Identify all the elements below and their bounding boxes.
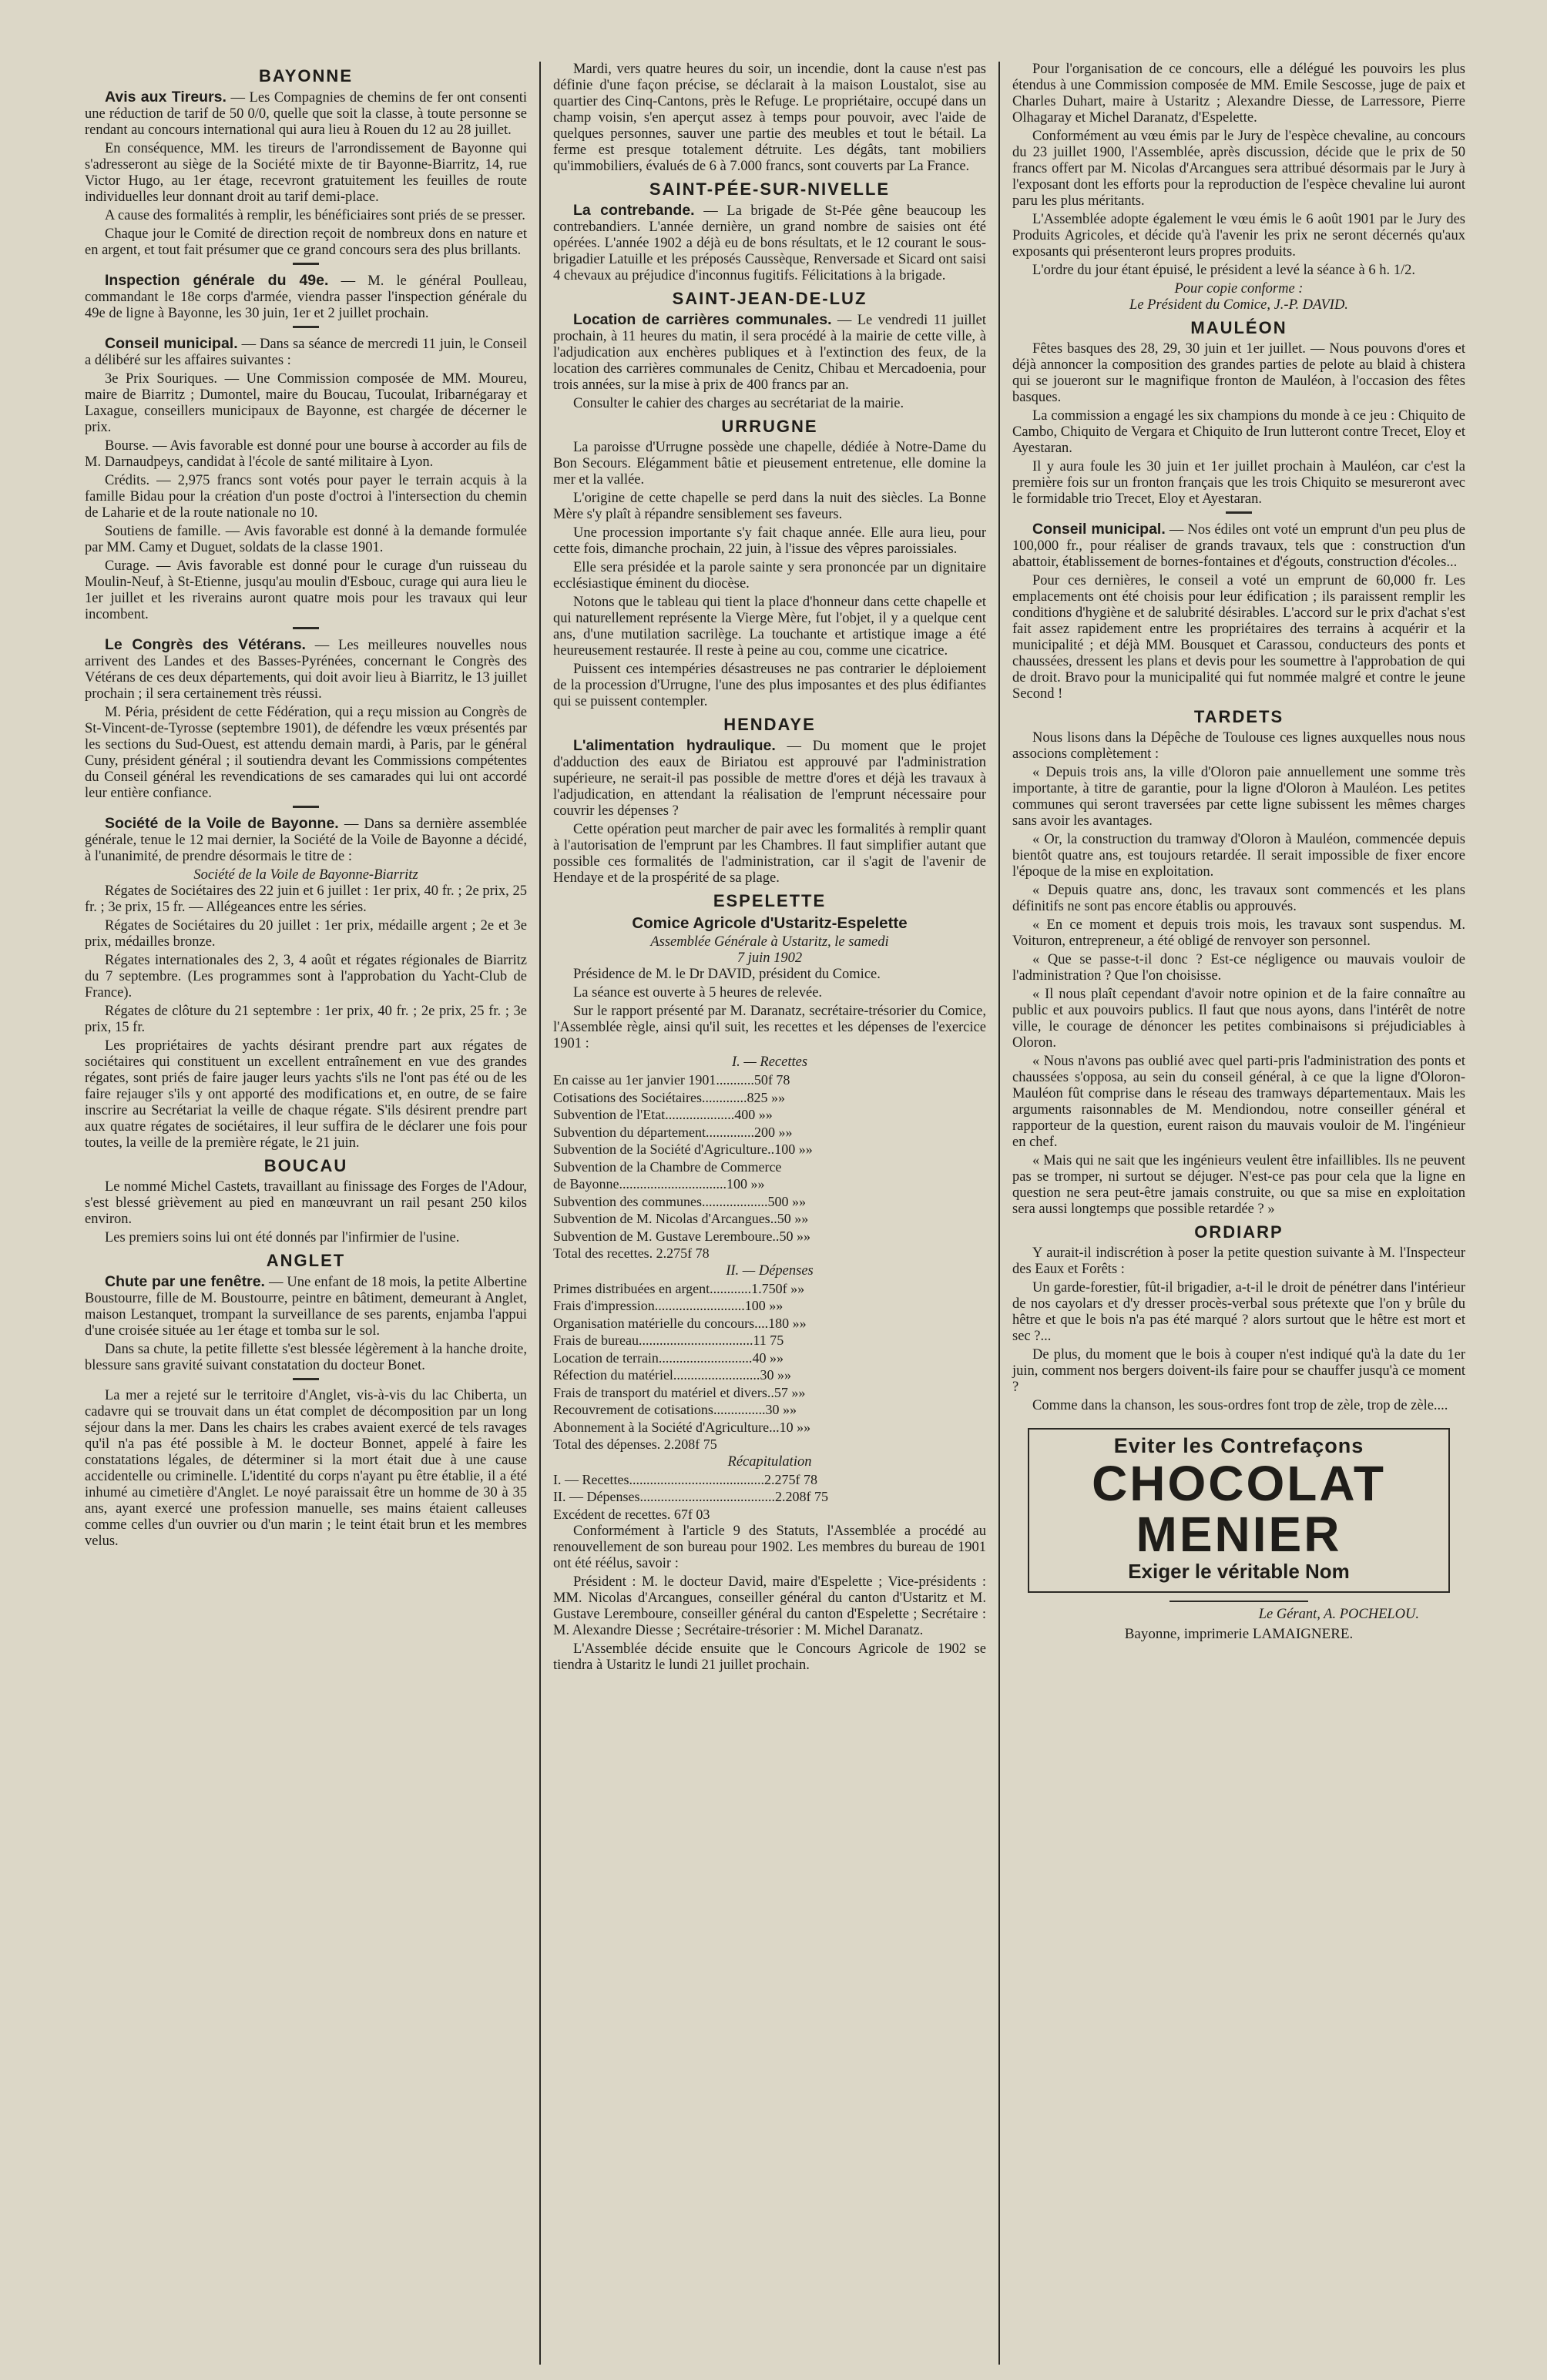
article-title: Le Congrès des Vétérans. xyxy=(105,636,306,653)
article-paragraph xyxy=(553,491,986,523)
article-paragraph xyxy=(553,738,986,820)
paragraph-text: — Le vendredi 11 juillet prochain, à 11 heures du matin, il sera procédé à la mairie de cette ville, à l'adjudication aux enchères publiques et à l'extinction des feux, de la location des carrières communales de Cenitz, Chibau et Mercadoenia, pour trois années, sur la mise à prix de 400 francs par an. xyxy=(553,313,986,393)
paragraph-text: 3e Prix Souriques. — Une Commission composée de MM. Moureu, maire de Biarritz ; Dumontel, maire du Boucau, Tucoulat, Iribarnégaray et Laxague, conseillers municipaux de Bayonne, est chargée de décerner le prix. xyxy=(85,371,527,435)
ledger-label: Cotisations des Sociétaires............. xyxy=(553,1089,747,1105)
ledger-label: En caisse au 1er janvier 1901........... xyxy=(553,1072,754,1088)
article-paragraph xyxy=(1012,341,1465,406)
article-paragraph xyxy=(85,208,527,224)
ledger-amount: 100 »» xyxy=(726,1176,765,1192)
article-paragraph xyxy=(553,1004,986,1052)
article-paragraph xyxy=(85,89,527,139)
ledger-amount: 825 »» xyxy=(747,1089,785,1105)
ledger-amount: 180 »» xyxy=(768,1315,807,1331)
paragraph-text: Nous lisons dans la Dépêche de Toulouse ces lignes auxquelles nous nous associons complètement : xyxy=(1012,730,1465,762)
ledger-label: Subvention du département.............. xyxy=(553,1124,754,1140)
paragraph-text: Consulter le cahier des charges au secrétariat de la mairie. xyxy=(573,396,904,411)
paragraph-text: Crédits. — 2,975 francs sont votés pour payer le terrain acquis à la famille Bidau pour la création d'un poste d'octroi à l'intersection du chemin de Laharie et de la route nationale no 10. xyxy=(85,473,527,521)
centered-line: Société de la Voile de Bayonne-Biarritz xyxy=(193,867,418,883)
ledger-amount: 30 »» xyxy=(765,1402,797,1417)
article-paragraph xyxy=(553,1641,986,1674)
article-paragraph xyxy=(85,816,527,865)
paragraph-text: L'ordre du jour étant épuisé, le président a levé la séance à 6 h. 1/2. xyxy=(1032,263,1415,278)
paragraph-text: Le nommé Michel Castets, travaillant au finissage des Forges de l'Adour, s'est blessé grièvement au pied en manœuvrant un rail pesant 250 kilos environ. xyxy=(85,1179,527,1227)
article-title: Conseil municipal. xyxy=(1032,521,1166,538)
paragraph-text: Mardi, vers quatre heures du soir, un incendie, dont la cause n'est pas définie d'une façon précise, se déclarait à la maison Loustalot, sise au quartier des Cinq-Cantons, près le Refuge. Le propriétaire, occupé dans un champ voisin, s'en aperçut assez à temps pour pouvoir, avec l'aide de quelques personnes, sauver une partie des meubles et tout le bétail. La ferme est presque totalement détruite. Les dégâts, tant mobiliers qu'immobiliers, évalués de 6 à 7.000 francs, sont couverts par La France. xyxy=(553,62,986,174)
article-title: Inspection générale du 49e. xyxy=(105,272,329,289)
paragraph-text: Une procession importante s'y fait chaque année. Elle aura lieu, pour cette fois, dimanche prochain, 22 juin, à l'issue des vêpres paroissiales. xyxy=(553,525,986,557)
paragraph-text: A cause des formalités à remplir, les bénéficiaires sont priés de se presser. xyxy=(105,208,525,223)
section-heading: SAINT-JEAN-DE-LUZ xyxy=(672,289,867,308)
ledger-label: Frais de transport du matériel et divers.. xyxy=(553,1384,774,1400)
ledger-label: Subvention des communes................... xyxy=(553,1193,768,1209)
ledger-label: Réfection du matériel......................... xyxy=(553,1367,760,1383)
section-heading: ORDIARP xyxy=(1194,1222,1284,1242)
paragraph-text: « Depuis trois ans, la ville d'Oloron paie annuellement une somme très importante, à titre de garantie, pour la ligne d'Oloron à Mauléon. Les petites communes qui seront traversées par cette ligne subissent les mêmes charges sans avoir les avantages. xyxy=(1012,765,1465,829)
section-heading: BOUCAU xyxy=(263,1156,348,1175)
centered-line: II. — Dépenses xyxy=(726,1262,814,1279)
paragraph-text: Président : M. le docteur David, maire d'Espelette ; Vice-présidents : MM. Nicolas d'Arcangues, conseiller général du canton d'Ustaritz et M. Gustave Leremboure, conseiller général du canton d'Espelette ; Secrétaire : M. Alexandre Diesse ; Secrétaire-trésorier : M. Michel Daranatz. xyxy=(553,1574,986,1638)
article-paragraph xyxy=(85,141,527,206)
ledger-row xyxy=(553,1316,986,1332)
ledger-row xyxy=(553,1385,986,1401)
ledger-amount: 57 »» xyxy=(774,1384,806,1400)
paragraph-text: Pour l'organisation de ce concours, elle a délégué les pouvoirs les plus étendus à une Commission composée de MM. Emile Sescosse, juge de paix et Charles Duhart, maire à Ustaritz ; Alexandre Diesse, de Larressore, Pierre Olhagaray et Michel Daranatz, d'Espelette. xyxy=(1012,62,1465,126)
section-heading: URRUGNE xyxy=(721,417,818,436)
paragraph-text: Conformément à l'article 9 des Statuts, l'Assemblée a procédé au renouvellement de son bureau pour 1902. Les membres du bureau de 1901 ont été réélus, savoir : xyxy=(553,1524,986,1571)
ledger-amount: 2.275f 78 xyxy=(763,1471,817,1487)
ledger-row xyxy=(553,1420,986,1436)
article-title: Société de la Voile de Bayonne. xyxy=(105,815,339,832)
article-paragraph xyxy=(1012,832,1465,880)
paragraph-text: « En ce moment et depuis trois mois, les travaux sont suspendus. M. Voituron, entrepreneur, a été obligé de renvoyer son personnel. xyxy=(1012,917,1465,949)
paragraph-text: Pour ces dernières, le conseil a voté un emprunt de 60,000 fr. Les emplacements ont été choisis pour leur édification ; ils paraissent remplir les conditions d'hygiène et de salubrité désirables. L'accord sur le prix d'achat s'est fait assez rapidement entre les propriétaires des terrains à acquérir et la municipalité ; et déjà MM. Bousquet et Carassou, conducteurs des ponts et chaussées, dressent les plans et devis pour les soumettre à l'approbation de qui de droit. Bravo pour la municipalité qui fut nommée malgré et contre le jeune Second ! xyxy=(1012,573,1465,702)
article-paragraph xyxy=(85,1342,527,1374)
ad-line-3: Exiger le véritable Nom xyxy=(1128,1560,1350,1583)
article-paragraph xyxy=(1012,573,1465,702)
ledger-amount: 500 »» xyxy=(767,1193,806,1209)
paragraph-text: « Or, la construction du tramway d'Oloron à Mauléon, commencée depuis bientôt quatre ans, est toujours retardée. Il serait impossible de fixer encore l'époque de la mise en exploitation. xyxy=(1012,832,1465,880)
paragraph-text: Un garde-forestier, fût-il brigadier, a-t-il le droit de pénétrer dans l'intérieur de nos cayolars et d'y dresser procès-verbal sous prétexte que l'on y brûle du hêtre et que le bois n'a pas été marqué ? alors surtout que le hêtre est mort et sec ?... xyxy=(1012,1280,1465,1344)
centered-line: Pour copie conforme : xyxy=(1174,281,1304,297)
paragraph-text: Notons que le tableau qui tient la place d'honneur dans cette chapelle et qui naturellement représente la Vierge Mère, fut l'objet, il y a quelque cent ans, d'une mutilation sacrilège. La touchante et artistique image a été heureusement restaurée. Il reste à peine au cou, comme une cicatrice. xyxy=(553,595,986,659)
centered-line: Récapitulation xyxy=(727,1453,812,1470)
paragraph-text: — Dans sa séance de mercredi 11 juin, le Conseil a délibéré sur les affaires suivantes : xyxy=(85,337,527,368)
paragraph-text: Bourse. — Avis favorable est donné pour une bourse à accorder au fils de M. Darnaudpeys, candidat à l'école de santé militaire à Lyon. xyxy=(85,438,527,470)
article-paragraph xyxy=(1012,1153,1465,1218)
paragraph-text: Régates de Sociétaires des 22 juin et 6 juillet : 1er prix, 40 fr. ; 2e prix, 25 fr. ; 3e prix, 15 fr. — Allégeances entre les séries. xyxy=(85,883,527,915)
article-paragraph xyxy=(1012,212,1465,260)
article-paragraph xyxy=(553,1524,986,1572)
paragraph-text: Régates de Sociétaires du 20 juillet : 1er prix, médaille argent ; 2e et 3e prix, médailles bronze. xyxy=(85,918,527,950)
section-heading: ESPELETTE xyxy=(713,891,827,910)
paragraph-text: L'origine de cette chapelle se perd dans la nuit des siècles. La Bonne Mère s'y plaît à répandre sensiblement ses faveurs. xyxy=(553,491,986,522)
paragraph-text: — Du moment que le projet d'adduction des eaux de Biriatou est approuvé par l'administration supérieure, ne serait-il pas possible de mettre d'ores et déjà les travaux à l'adjudication, en attendant la réalisation de l'emprunt nécessaire pour couvrir les dépenses ? xyxy=(553,739,986,819)
paragraph-text: Présidence de M. le Dr DAVID, président du Comice. xyxy=(573,967,881,982)
article-paragraph xyxy=(1012,1280,1465,1345)
paragraph-text: Conformément au vœu émis par le Jury de l'espèce chevaline, au concours du 23 juillet 1900, l'Assemblée, après discussion, décide que le prix de 50 francs offert par M. Nicolas d'Arcangues sera attribué désormais par le Jury à l'exposant dont les efforts pour la reproduction de l'espèce chevaline lui auront paru les plus méritants. xyxy=(1012,129,1465,209)
ledger-amount: 100 »» xyxy=(744,1298,784,1313)
article-paragraph xyxy=(1012,459,1465,508)
paragraph-text: L'Assemblée décide ensuite que le Concours Agricole de 1902 se tiendra à Ustaritz le lundi 21 juillet prochain. xyxy=(553,1641,986,1673)
separator-rule xyxy=(293,1378,319,1380)
article-paragraph xyxy=(553,967,986,983)
printer-line: Bayonne, imprimerie LAMAIGNERE. xyxy=(1124,1626,1354,1642)
paragraph-text: — Nos édiles ont voté un emprunt d'un peu plus de 100,000 fr., pour réaliser de grands travaux, tels que : construction d'un abattoir, établissement de bornes-fontaines et d'égouts, construction d'écoles... xyxy=(1012,522,1465,570)
paragraph-text: — M. le général Poulleau, commandant le 18e corps d'armée, viendra passer l'inspection générale du 49e de ligne à Bayonne, les 30 juin, 1er et 2 juillet prochain. xyxy=(85,273,528,321)
ledger-label: Subvention de la Chambre de Commerce xyxy=(553,1158,782,1175)
ledger-row xyxy=(553,1489,986,1505)
paragraph-text: Elle sera présidée et la parole sainte y sera prononcée par un dignitaire ecclésiastique éminent du diocèse. xyxy=(553,560,986,592)
paragraph-text: La commission a engagé les six champions du monde à ce jeu : Chiquito de Cambo, Chiquito de Vergara et Chiquito de Irun lutteront contre Trecet, Eloy et Ayestaran. xyxy=(1012,408,1465,456)
article-paragraph xyxy=(1012,987,1465,1051)
article-paragraph xyxy=(85,883,527,916)
centered-line: Le Président du Comice, J.-P. DAVID. xyxy=(1129,297,1348,313)
paragraph-text: « Mais qui ne sait que les ingénieurs veulent être infaillibles. Ils ne peuvent pas se tromper, ni surtout se déjuger. N'est-ce pas pour cela que la ligne en question ne sera peut-être jamais construite, ou que sa mise en exploitation sera aussi longtemps que possible retardée ? » xyxy=(1012,1153,1465,1217)
ledger-row xyxy=(553,1107,986,1123)
section-heading: TARDETS xyxy=(1193,707,1284,726)
article-paragraph xyxy=(85,637,527,702)
ledger-label: Subvention de M. Nicolas d'Arcangues.. xyxy=(553,1211,777,1226)
article-paragraph xyxy=(85,336,527,369)
article-title: Location de carrières communales. xyxy=(573,311,832,328)
article-paragraph xyxy=(553,203,986,284)
ledger-row xyxy=(553,1298,986,1314)
article-paragraph xyxy=(553,525,986,558)
ledger-row xyxy=(553,1194,986,1210)
article-paragraph xyxy=(85,1038,527,1151)
article-paragraph xyxy=(553,985,986,1001)
separator-rule xyxy=(293,263,319,265)
ledger-label: I. — Recettes....................................... xyxy=(553,1471,764,1487)
ledger-row xyxy=(553,1332,986,1349)
article-paragraph xyxy=(85,1179,527,1228)
article-paragraph xyxy=(1012,1347,1465,1396)
ledger-total: Excédent de recettes. 67f 03 xyxy=(553,1506,710,1522)
ledger-row xyxy=(553,1350,986,1366)
paragraph-text: La paroisse d'Urrugne possède une chapelle, dédiée à Notre-Dame du Bon Secours. Elégamment bâtie et pieusement entretenue, elle domine la mer et la vallée. xyxy=(553,440,986,488)
ledger-amount: 50 »» xyxy=(779,1228,810,1244)
article-paragraph xyxy=(1012,765,1465,830)
section-heading: SAINT-PÉE-SUR-NIVELLE xyxy=(649,179,891,199)
column-2 xyxy=(539,62,998,2365)
ledger-total: Total des recettes. 2.275f 78 xyxy=(553,1245,710,1261)
column-3 xyxy=(998,62,1465,2365)
article-paragraph xyxy=(553,62,986,175)
column-3-articles xyxy=(1012,62,1465,1414)
paragraph-text: M. Péria, président de cette Fédération, qui a reçu mission au Congrès de St-Vincent-de-Tyrosse (septembre 1901), de défendre les vœux présentés par les sections du Sud-Ouest, est attendu demain mardi, à Paris, par le général Cuny, président général ; il soutiendra devant les Commissions compétentes du Conseil général les revendications de ses camarades qui lui ont accordé leur entière confiance. xyxy=(85,705,527,801)
article-paragraph xyxy=(85,1388,527,1550)
paragraph-text: Cette opération peut marcher de pair avec les formalités à remplir quant à l'autorisation de l'emprunt par les Chambres. Il faut simplifier autant que possible ces formalités de l'administration, car il s'agit de l'avenir de Hendaye et de la prospérité de sa plage. xyxy=(553,822,986,886)
article-paragraph xyxy=(85,953,527,1001)
paragraph-text: Les premiers soins lui ont été donnés par l'infirmier de l'usine. xyxy=(105,1230,460,1245)
article-paragraph xyxy=(85,1230,527,1246)
paragraph-text: Puissent ces intempéries désastreuses ne pas contrarier le déploiement de la procession d'Urrugne, l'une des plus imposantes et des plus édifiantes qui se puissent contempler. xyxy=(553,662,986,709)
ledger-label: Subvention de l'Etat.................... xyxy=(553,1107,735,1122)
ledger-total: Total des dépenses. 2.208f 75 xyxy=(553,1436,717,1452)
article-title: Conseil municipal. xyxy=(105,335,238,352)
paragraph-text: En conséquence, MM. les tireurs de l'arrondissement de Bayonne qui s'adresseront au siège de la Société mixte de tir Bayonne-Biarritz, 14, rue Victor Hugo, au 1er étage, recevront gratuitement les feuilles de route individuelles leur donnant droit au tarif demi-place. xyxy=(85,141,527,205)
paragraph-text: Il y aura foule les 30 juin et 1er juillet prochain à Mauléon, car c'est la première fois sur un fronton français que les trois Chiquito se mesureront avec le formidable trio Trecet, Eloy et Ayestaran. xyxy=(1012,459,1465,507)
paragraph-text: Dans sa chute, la petite fillette s'est blessée légèrement à la hanche droite, blessure sans gravité suivant constatation du docteur Bonet. xyxy=(85,1342,527,1373)
article-paragraph xyxy=(553,560,986,592)
article-paragraph xyxy=(1012,1398,1465,1414)
ledger-amount: 2.208f 75 xyxy=(774,1489,828,1504)
paragraph-text: Sur le rapport présenté par M. Daranatz, secrétaire-trésorier du Comice, l'Assemblée règle, ainsi qu'il suit, les recettes et les dépenses de l'exercice 1901 : xyxy=(553,1004,986,1051)
article-paragraph xyxy=(1012,730,1465,763)
article-paragraph xyxy=(1012,952,1465,984)
paragraph-text: Soutiens de famille. — Avis favorable est donné à la demande formulée par MM. Camy et Duguet, soldats de la classe 1901. xyxy=(85,524,527,555)
article-paragraph xyxy=(1012,883,1465,915)
centered-line: Assemblée Générale à Ustaritz, le samedi xyxy=(650,934,889,950)
article-paragraph xyxy=(1012,917,1465,950)
article-paragraph xyxy=(553,312,986,394)
ledger-label: Frais d'impression.......................... xyxy=(553,1298,745,1313)
paragraph-text: Les propriétaires de yachts désirant prendre part aux régates de sociétaires qui constituent un excellent entraînement en vue des grandes régates, sont priés de faire jauger leurs yachts s'ils ne l'ont pas été ou de les faire rejauger s'ils y ont apporté des modifications et, en outre, de se faire inscrire au Secrétariat la veille de chaque régate. S'ils désirent prendre part aux quatre régates de sociétaires, il leur suffira de le déclarer une fois pour toutes, la veille de la première régate, le 21 juin. xyxy=(85,1038,527,1151)
separator-rule xyxy=(293,806,319,808)
separator-rule xyxy=(293,326,319,328)
paragraph-text: L'Assemblée adopte également le vœu émis le 6 août 1901 par le Jury des Produits Agricoles, et décide qu'à l'avenir les prix ne seront décernés qu'aux exposants qui présenteront leurs propres produits. xyxy=(1012,212,1465,260)
ledger-row xyxy=(553,1402,986,1418)
ledger-amount: 30 »» xyxy=(760,1367,791,1383)
article-paragraph xyxy=(553,396,986,412)
paragraph-text: Fêtes basques des 28, 29, 30 juin et 1er juillet. — Nous pouvons d'ores et déjà annoncer la composition des grandes parties de pelote au blaid à chistera qui se joueront sur le magnifique fronton de Mauléon, à l'occasion des fêtes basques. xyxy=(1012,341,1465,405)
ledger-label: Frais de bureau................................. xyxy=(553,1332,753,1348)
article-heading: Comice Agricole d'Ustaritz-Espelette xyxy=(632,914,908,932)
column-1 xyxy=(85,62,539,2365)
separator-rule xyxy=(293,627,319,629)
section-heading: BAYONNE xyxy=(259,66,353,85)
section-heading: HENDAYE xyxy=(723,715,816,734)
ledger-amount: 50f 78 xyxy=(753,1072,790,1088)
paragraph-text: — Dans sa dernière assemblée générale, tenue le 12 mai dernier, la Société de la Voile de Bayonne a décidé, à l'unanimité, de prendre désormais le titre de : xyxy=(85,816,527,864)
paragraph-text: « Il nous plaît cependant d'avoir notre opinion et de la faire connaître au public et aux pouvoirs publics. Il faut que nous ayons, dans l'intérêt de notre ville, le courage de dénoncer les petites combinaisons si préjudiciables à Oloron. xyxy=(1012,987,1465,1051)
article-paragraph xyxy=(553,440,986,488)
ledger-row xyxy=(553,1281,986,1297)
paragraph-text: — Les Compagnies de chemins de fer ont consenti une réduction de tarif de 50 0/0, quelle que soit la classe, à toute personne se rendant au concours international qui aura lieu à Rouen du 12 au 28 juillet. xyxy=(85,90,528,138)
ledger-row xyxy=(553,1141,986,1158)
article-paragraph xyxy=(553,1574,986,1639)
ledger-amount: 11 75 xyxy=(753,1332,784,1348)
article-paragraph xyxy=(85,273,527,322)
article-paragraph xyxy=(85,473,527,521)
ledger-amount: 100 »» xyxy=(774,1141,813,1157)
paragraph-text: — Les meilleures nouvelles nous arrivent des Landes et des Basses-Pyrénées, concernant le Congrès des Vétérans de ces deux départements, qui doit avoir lieu à Biarritz, le 13 juillet prochain ; il sera certainement très réussi. xyxy=(85,638,527,702)
footer-rule xyxy=(1169,1601,1308,1602)
ledger-amount: 50 »» xyxy=(777,1211,809,1226)
ledger-amount: 400 »» xyxy=(734,1107,773,1122)
article-title: L'alimentation hydraulique. xyxy=(573,737,776,754)
ledger-amount: 200 »» xyxy=(753,1124,793,1140)
article-paragraph xyxy=(85,705,527,802)
article-paragraph xyxy=(553,662,986,710)
ledger-row xyxy=(553,1090,986,1106)
ledger-label: II. — Dépenses....................................... xyxy=(553,1489,775,1504)
article-paragraph xyxy=(85,558,527,623)
article-title: La contrebande. xyxy=(573,202,695,219)
article-paragraph xyxy=(553,822,986,887)
paragraph-text: Régates de clôture du 21 septembre : 1er prix, 40 fr. ; 2e prix, 25 fr. ; 3e prix, 15 fr. xyxy=(85,1004,527,1035)
ledger-label: Abonnement à la Société d'Agriculture... xyxy=(553,1419,780,1435)
section-heading: ANGLET xyxy=(266,1251,346,1270)
article-title: Avis aux Tireurs. xyxy=(105,89,227,106)
article-paragraph xyxy=(85,371,527,436)
centered-line: I. — Recettes xyxy=(731,1054,808,1070)
paragraph-text: De plus, du moment que le bois à couper n'est indiqué qu'à la date du 1er juin, comment nos bergers doivent-ils faire pour se chauffer jusqu'à ce moment ? xyxy=(1012,1347,1465,1395)
article-paragraph xyxy=(85,1274,527,1339)
ledger-amount: 1.750f »» xyxy=(751,1280,805,1296)
paragraph-text: La mer a rejeté sur le territoire d'Anglet, vis-à-vis du lac Chiberta, un cadavre qui se trouvait dans un état complet de décomposition par un long séjour dans la mer. Dans les chairs les crabes avaient exercé de tels ravages qu'il n'a pas été possible à M. le docteur Bonnet, appelé à faire les constatations légales, de déterminer si la mort était due à une cause accidentelle ou criminelle. L'identité du corps n'ayant pu être établie, il a été inhumé au cimetière d'Anglet. Le noyé paraissait être un homme de 30 à 35 ans, ayant exercé une profession manuelle, ses mains étaient calleuses comme celles d'un ouvrier ou d'un marin ; le teint était brun et les membres velus. xyxy=(85,1388,527,1549)
ledger-row xyxy=(553,1472,986,1488)
paragraph-text: Chaque jour le Comité de direction reçoit de nombreux dons en nature et en argent, et tout fait présumer que ce grand concours sera des plus brillants. xyxy=(85,226,527,258)
ad-line-1: Eviter les Contrefaçons xyxy=(1113,1434,1364,1457)
section-heading: MAULÉON xyxy=(1190,318,1287,337)
ledger-label: Recouvrement de cotisations............... xyxy=(553,1402,766,1417)
ledger-row xyxy=(553,1176,986,1192)
article-paragraph xyxy=(1012,129,1465,210)
ledger-label: Location de terrain........................... xyxy=(553,1349,753,1366)
ledger-amount: 10 »» xyxy=(779,1419,811,1435)
article-paragraph xyxy=(85,1004,527,1036)
article-paragraph xyxy=(85,226,527,259)
ledger-label: Primes distribuées en argent............ xyxy=(553,1280,752,1296)
paragraph-text: Y aurait-il indiscrétion à poser la petite question suivante à M. l'Inspecteur des Eaux et Forêts : xyxy=(1012,1245,1465,1277)
paragraph-text: — La brigade de St-Pée gêne beaucoup les contrebandiers. L'année dernière, un grand nombre de saisies ont été opérées. L'année 1902 a déjà eu de bons résultats, et le 12 courant le sous-brigadier Latuille et les préposés Caussèque, Renversade et Sicard ont saisi 4 chevaux au préjudice d'inconnus fugitifs. Félicitations à la brigade. xyxy=(553,203,986,283)
columns xyxy=(85,62,1473,2365)
ledger-label: Subvention de la Société d'Agriculture.. xyxy=(553,1141,775,1157)
separator-rule xyxy=(1226,511,1252,514)
article-paragraph xyxy=(85,524,527,556)
article-paragraph xyxy=(1012,62,1465,126)
article-paragraph xyxy=(1012,1054,1465,1151)
article-paragraph xyxy=(553,595,986,659)
paragraph-text: « Depuis quatre ans, donc, les travaux sont commencés et les plans définitifs ne sont pas encore établis ou approuvés. xyxy=(1012,883,1465,914)
paragraph-text: La séance est ouverte à 5 heures de relevée. xyxy=(573,985,823,1001)
gerant-signature: Le Gérant, A. POCHELOU. xyxy=(1258,1607,1419,1622)
ledger-row xyxy=(553,1159,986,1175)
article-paragraph xyxy=(1012,263,1465,279)
paragraph-text: Curage. — Avis favorable est donné pour le curage d'un ruisseau du Moulin-Neuf, à St-Etienne, jusqu'au moulin d'Esbouc, curage qui aura lieu le 1er juillet et les riverains auront quatre mois pour les travaux qui leur incombent. xyxy=(85,558,527,622)
article-paragraph xyxy=(1012,1245,1465,1278)
ad-brand: CHOCOLAT MENIER xyxy=(1092,1456,1386,1562)
ledger-row xyxy=(553,1229,986,1245)
article-paragraph xyxy=(1012,521,1465,571)
ledger-label: de Bayonne............................... xyxy=(553,1176,727,1192)
ledger-row xyxy=(553,1125,986,1141)
article-paragraph xyxy=(85,918,527,950)
ledger-row xyxy=(553,1211,986,1227)
ledger-label: Subvention de M. Gustave Leremboure.. xyxy=(553,1228,780,1244)
paragraph-text: « Nous n'avons pas oublié avec quel parti-pris l'administration des ponts et chaussées s'opposa, au sein du conseil général, à ce que la ligne d'Oloron-Mauléon fût comprise dans le réseau des tramways départementaux. Mais les arguments raisonnables de M. Mendiondou, notre conseiller général et rapporteur de la question, eurent raison du mauvais vouloir de M. l'ingénieur en chef. xyxy=(1012,1054,1465,1150)
ledger-row xyxy=(553,1367,986,1383)
article-paragraph xyxy=(85,438,527,471)
article-title: Chute par une fenêtre. xyxy=(105,1273,265,1290)
article-paragraph xyxy=(1012,408,1465,457)
centered-line: 7 juin 1902 xyxy=(737,950,803,966)
ledger-amount: 40 »» xyxy=(752,1349,784,1366)
advertisement-box xyxy=(1028,1428,1450,1593)
paragraph-text: « Que se passe-t-il donc ? Est-ce négligence ou mauvais vouloir de l'administration ? Que l'on choisisse. xyxy=(1012,952,1465,984)
ledger-row xyxy=(553,1072,986,1088)
ledger-label: Organisation matérielle du concours.... xyxy=(553,1315,769,1331)
paragraph-text: — Une enfant de 18 mois, la petite Albertine Boustourre, fille de M. Boustourre, peintre en bâtiment, demeurant à Anglet, maison Lestanquet, trompant la surveillance de ses parents, enjamba l'appui d'une croisée située au 1er étage et tomba sur le sol. xyxy=(85,1275,528,1339)
paragraph-text: Régates internationales des 2, 3, 4 août et régates régionales de Biarritz du 7 septembre. (Les programmes sont à l'approbation du Yacht-Club de France). xyxy=(85,953,527,1001)
paragraph-text: Comme dans la chanson, les sous-ordres font trop de zèle, trop de zèle.... xyxy=(1032,1398,1448,1413)
